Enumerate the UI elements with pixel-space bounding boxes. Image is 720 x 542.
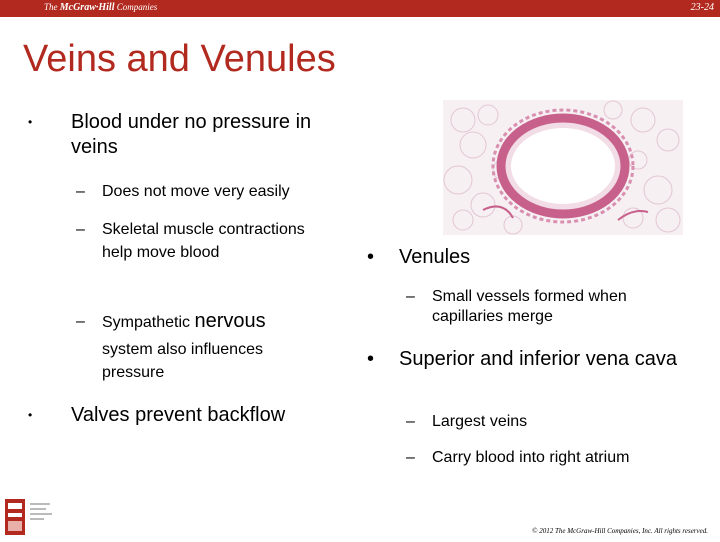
- bullet-valves: • Valves prevent backflow: [28, 404, 286, 426]
- dash-icon: –: [76, 183, 85, 200]
- vein-micrograph: [443, 100, 683, 235]
- mcgraw-hill-logo-icon: [4, 497, 82, 537]
- sub-bullet-small-vessels: – Small vessels formed when capillaries merge: [406, 288, 627, 325]
- header-bar: [0, 0, 720, 17]
- sub-bullet-skeletal-muscle: – Skeletal muscle contractions help move blood: [102, 218, 312, 264]
- sub-bullet-sympathetic: – Sympathetic nervous system also influences pressure: [76, 310, 266, 381]
- slide-title: Veins and Venules: [23, 38, 336, 80]
- vein-cross-section-micrograph-icon: [443, 100, 683, 235]
- dash-icon: –: [76, 221, 85, 238]
- bullet-blood-pressure: • Blood under no pressure in veins: [28, 111, 312, 158]
- bullet-venules: • Venules: [367, 246, 471, 268]
- dash-icon: –: [76, 313, 85, 330]
- sub-bullet-right-atrium: – Carry blood into right atrium: [406, 449, 630, 466]
- bullet-dot-icon: •: [28, 408, 33, 422]
- sub-bullet-not-move: – Does not move very easily: [102, 180, 362, 203]
- bullet-vena-cava: • Superior and inferior vena cava: [367, 348, 677, 370]
- bullet-dot-icon: •: [28, 115, 33, 129]
- page-number: 23-24: [690, 2, 714, 13]
- publisher-logo: [4, 497, 82, 537]
- bullet-dot-icon: •: [367, 246, 375, 268]
- sub-bullet-largest-veins: – Largest veins: [406, 413, 528, 430]
- brand-logo-text: The McGraw·Hill Companies: [44, 2, 158, 13]
- dash-icon: –: [406, 413, 415, 430]
- dash-icon: –: [406, 288, 415, 305]
- copyright-footer: © 2012 The McGraw-Hill Companies, Inc. All rights reserved.: [532, 527, 708, 535]
- dash-icon: –: [406, 449, 415, 466]
- bullet-dot-icon: •: [367, 348, 375, 370]
